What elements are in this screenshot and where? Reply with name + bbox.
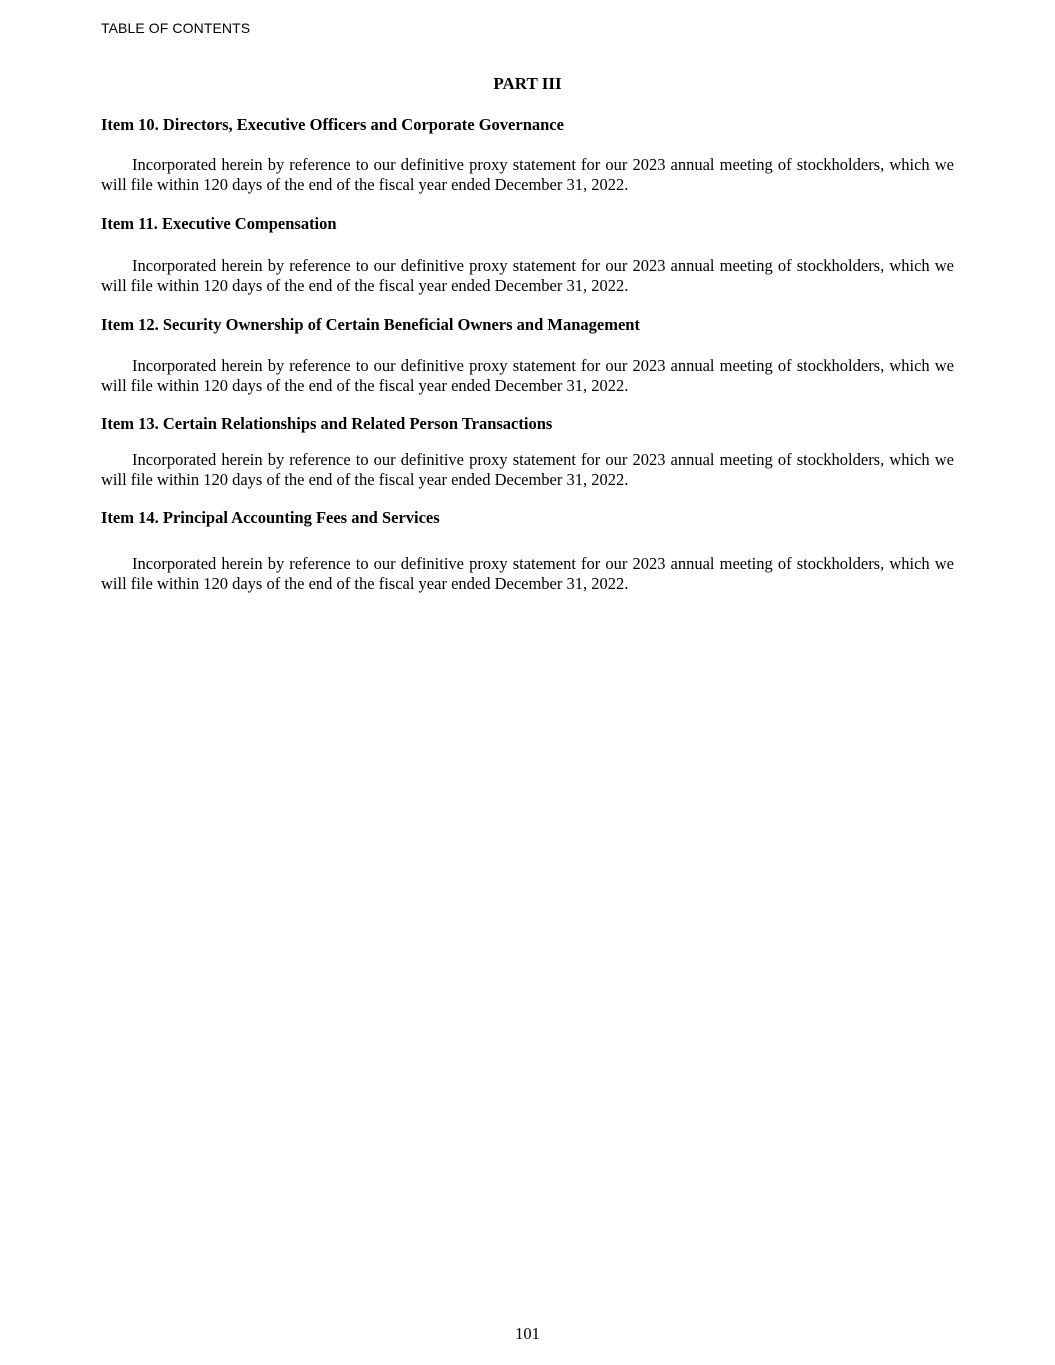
item-12-heading: Item 12. Security Ownership of Certain Beneficial Owners and Management: [101, 315, 640, 334]
table-of-contents-link[interactable]: TABLE OF CONTENTS: [101, 20, 251, 36]
item-10-heading: Item 10. Directors, Executive Officers and Corporate Governance: [101, 115, 564, 134]
page-number: 101: [515, 1324, 540, 1343]
item-13-body: Incorporated herein by reference to our definitive proxy statement for our 2023 annual meeting of stockholders, which we will file within 120 days of the end of the fiscal year ended December 31, 2022.: [101, 450, 954, 489]
item-13-heading: Item 13. Certain Relationships and Related Person Transactions: [101, 414, 553, 433]
part-title: PART III: [493, 74, 562, 93]
item-10-body: Incorporated herein by reference to our definitive proxy statement for our 2023 annual meeting of stockholders, which we will file within 120 days of the end of the fiscal year ended December 31, 2022.: [101, 155, 954, 194]
item-11-heading: Item 11. Executive Compensation: [101, 214, 337, 233]
item-11-body: Incorporated herein by reference to our definitive proxy statement for our 2023 annual meeting of stockholders, which we will file within 120 days of the end of the fiscal year ended December 31, 2022.: [101, 256, 954, 295]
item-14-body: Incorporated herein by reference to our definitive proxy statement for our 2023 annual meeting of stockholders, which we will file within 120 days of the end of the fiscal year ended December 31, 2022.: [101, 554, 954, 593]
item-12-body: Incorporated herein by reference to our definitive proxy statement for our 2023 annual meeting of stockholders, which we will file within 120 days of the end of the fiscal year ended December 31, 2022.: [101, 356, 954, 395]
item-14-heading: Item 14. Principal Accounting Fees and Services: [101, 508, 440, 527]
